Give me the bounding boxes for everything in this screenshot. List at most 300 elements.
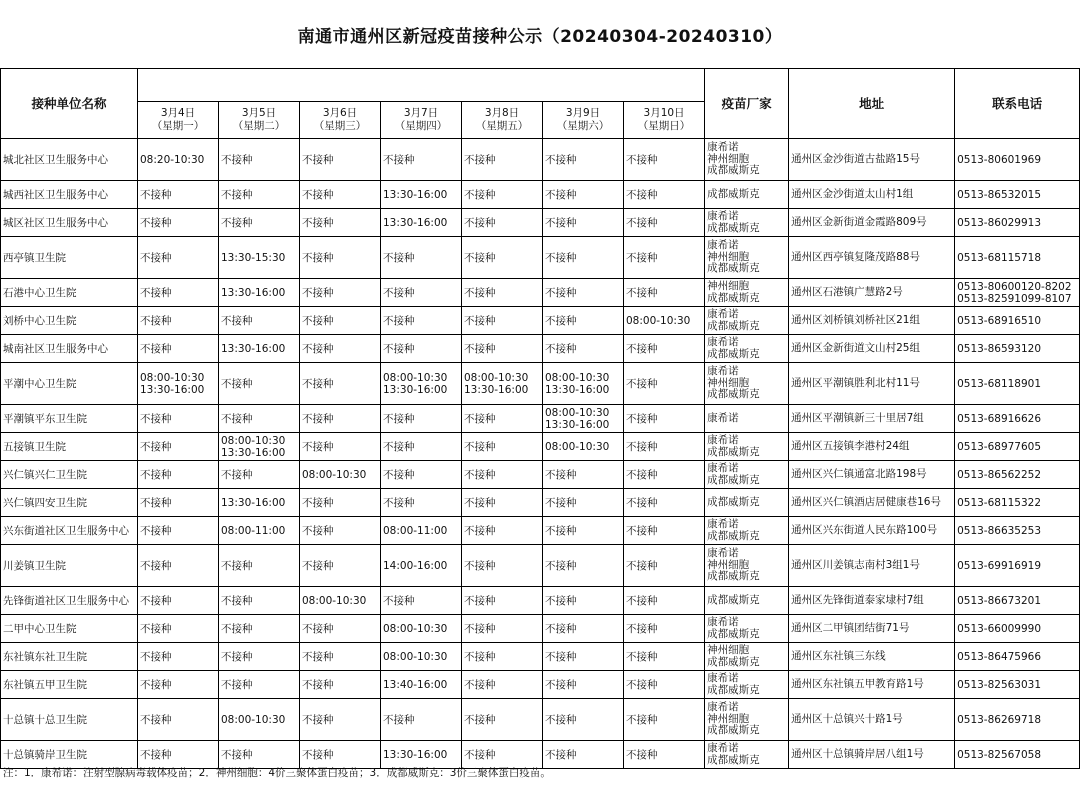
unit-name-cell: 城区社区卫生服务中心 (1, 209, 138, 237)
schedule-cell-day-5: 不接种 (462, 139, 543, 181)
manufacturer-item: 康希诺 (707, 742, 739, 754)
address-cell: 通州区十总镇兴十路1号 (789, 699, 955, 741)
schedule-cell-day-5: 不接种 (462, 671, 543, 699)
phone-number: 0513-86269718 (957, 713, 1042, 726)
schedule-cell-day-7: 不接种 (624, 615, 705, 643)
header-weekday-label: （星期二） (232, 120, 286, 132)
schedule-cell-day-3: 不接种 (300, 643, 381, 671)
schedule-cell-day-6: 不接种 (543, 335, 624, 363)
phone-number: 0513-86029913 (957, 216, 1042, 229)
schedule-cell-day-1: 不接种 (138, 517, 219, 545)
header-date-2 (219, 102, 300, 139)
manufacturer-item: 成都威斯克 (707, 291, 760, 304)
address-cell: 通州区石港镇广慧路2号 (789, 279, 955, 307)
schedule-cell-day-7: 08:00-10:30 (624, 307, 705, 335)
schedule-cell-day-6 (543, 405, 624, 433)
phone-number: 0513-68916510 (957, 314, 1042, 327)
time-slot: 08:00-10:30 (545, 371, 610, 384)
address-cell: 通州区金沙街道古盐路15号 (789, 139, 955, 181)
schedule-cell-day-4: 不接种 (381, 433, 462, 461)
schedule-cell-day-1: 不接种 (138, 335, 219, 363)
table-row (1, 279, 1080, 307)
footnote: 注：1．康希诺：注射型腺病毒载体疫苗；2．神州细胞：4价三聚体蛋白疫苗；3．成都威斯克：3价三聚体蛋白疫苗。 (3, 767, 551, 779)
schedule-cell-day-7: 不接种 (624, 643, 705, 671)
header-phone: 联系电话 (955, 69, 1080, 139)
manufacturer-item: 成都威斯克 (707, 187, 760, 200)
header-manufacturer: 疫苗厂家 (705, 69, 789, 139)
manufacturer-item: 成都威斯克 (707, 473, 760, 486)
schedule-cell-day-6: 不接种 (543, 671, 624, 699)
manufacturer-item: 成都威斯克 (707, 753, 760, 766)
header-date-label: 3月7日 (403, 107, 439, 119)
address-cell: 通州区兴仁镇酒店居健康巷16号 (789, 489, 955, 517)
manufacturer-item: 成都威斯克 (707, 347, 760, 360)
header-date-group (138, 69, 705, 102)
header-address: 地址 (789, 69, 955, 139)
schedule-cell-day-3: 不接种 (300, 139, 381, 181)
manufacturer-cell (705, 433, 789, 461)
schedule-cell-day-7: 不接种 (624, 363, 705, 405)
manufacturer-cell (705, 279, 789, 307)
manufacturer-cell (705, 587, 789, 615)
schedule-cell-day-3: 不接种 (300, 699, 381, 741)
manufacturer-item: 成都威斯克 (707, 655, 760, 668)
manufacturer-item: 康希诺 (707, 411, 739, 424)
schedule-cell-day-3: 不接种 (300, 307, 381, 335)
phone-number: 0513-80600120-8202 (957, 280, 1072, 293)
phone-number: 0513-68916626 (957, 412, 1042, 425)
table-row (1, 587, 1080, 615)
manufacturer-item: 成都威斯克 (707, 221, 760, 234)
address-cell: 通州区兴东街道人民东路100号 (789, 517, 955, 545)
schedule-cell-day-5: 不接种 (462, 615, 543, 643)
header-date-5 (462, 102, 543, 139)
schedule-cell-day-5: 不接种 (462, 643, 543, 671)
manufacturer-cell (705, 699, 789, 741)
time-slot: 13:30-16:00 (221, 446, 286, 459)
table-row (1, 181, 1080, 209)
schedule-cell-day-4: 不接种 (381, 335, 462, 363)
manufacturer-item: 神州细胞 (707, 280, 750, 292)
table-row (1, 209, 1080, 237)
phone-number: 0513-82591099-8107 (957, 292, 1072, 305)
schedule-cell-day-2: 13:30-15:30 (219, 237, 300, 279)
schedule-cell-day-6: 不接种 (543, 209, 624, 237)
schedule-cell-day-2: 13:30-16:00 (219, 335, 300, 363)
time-slot: 08:00-10:30 (545, 406, 610, 419)
phone-cell (955, 461, 1080, 489)
schedule-cell-day-7: 不接种 (624, 587, 705, 615)
schedule-cell-day-5: 不接种 (462, 181, 543, 209)
phone-cell (955, 545, 1080, 587)
schedule-cell-day-3: 不接种 (300, 433, 381, 461)
vaccination-table (0, 68, 1080, 769)
schedule-cell-day-4: 08:00-11:00 (381, 517, 462, 545)
schedule-cell-day-4: 13:30-16:00 (381, 181, 462, 209)
time-slot: 08:00-10:30 (383, 371, 448, 384)
schedule-cell-day-2: 不接种 (219, 181, 300, 209)
header-date-label: 3月4日 (160, 107, 196, 119)
phone-number: 0513-86562252 (957, 468, 1042, 481)
manufacturer-item: 康希诺 (707, 547, 739, 560)
schedule-cell-day-4: 13:30-16:00 (381, 741, 462, 769)
phone-cell (955, 139, 1080, 181)
manufacturer-item: 康希诺 (707, 308, 739, 320)
schedule-cell-day-4: 不接种 (381, 405, 462, 433)
schedule-cell-day-5: 不接种 (462, 741, 543, 769)
table-row (1, 461, 1080, 489)
schedule-cell-day-3: 不接种 (300, 181, 381, 209)
manufacturer-item: 成都威斯克 (707, 262, 760, 275)
header-weekday-label: （星期四） (394, 120, 448, 132)
schedule-cell-day-1: 不接种 (138, 489, 219, 517)
manufacturer-cell (705, 181, 789, 209)
time-slot: 13:30-16:00 (545, 383, 610, 396)
table-row (1, 237, 1080, 279)
schedule-cell-day-3: 08:00-10:30 (300, 461, 381, 489)
header-weekday-label: （星期六） (556, 120, 610, 132)
header-date-6 (543, 102, 624, 139)
manufacturer-item: 成都威斯克 (707, 445, 760, 458)
schedule-cell-day-2: 不接种 (219, 461, 300, 489)
schedule-cell-day-3: 不接种 (300, 671, 381, 699)
schedule-cell-day-2: 不接种 (219, 545, 300, 587)
schedule-cell-day-2: 13:30-16:00 (219, 489, 300, 517)
address-cell: 通州区平潮镇新三十里居7组 (789, 405, 955, 433)
address-cell: 通州区东社镇三东线 (789, 643, 955, 671)
time-slot: 13:30-16:00 (383, 383, 448, 396)
phone-number: 0513-68118901 (957, 377, 1042, 390)
manufacturer-item: 神州细胞 (707, 558, 750, 571)
table-row (1, 643, 1080, 671)
schedule-cell-day-1: 不接种 (138, 279, 219, 307)
table-row (1, 139, 1080, 181)
phone-cell (955, 615, 1080, 643)
manufacturer-item: 康希诺 (707, 365, 739, 378)
manufacturer-item: 神州细胞 (707, 712, 750, 725)
phone-cell (955, 699, 1080, 741)
schedule-cell-day-7: 不接种 (624, 335, 705, 363)
time-slot: 13:30-16:00 (140, 383, 205, 396)
schedule-cell-day-2: 不接种 (219, 587, 300, 615)
schedule-cell-day-4: 08:00-10:30 (381, 643, 462, 671)
schedule-cell-day-3: 不接种 (300, 615, 381, 643)
manufacturer-item: 康希诺 (707, 141, 739, 154)
schedule-cell-day-6: 不接种 (543, 461, 624, 489)
manufacturer-cell (705, 461, 789, 489)
schedule-cell-day-4: 13:40-16:00 (381, 671, 462, 699)
phone-number: 0513-86593120 (957, 342, 1042, 355)
schedule-cell-day-5: 不接种 (462, 279, 543, 307)
schedule-cell-day-3: 不接种 (300, 209, 381, 237)
phone-cell (955, 209, 1080, 237)
schedule-cell-day-6: 不接种 (543, 699, 624, 741)
schedule-cell-day-1: 不接种 (138, 545, 219, 587)
schedule-cell-day-2: 不接种 (219, 741, 300, 769)
schedule-cell-day-6 (543, 363, 624, 405)
header-date-3 (300, 102, 381, 139)
unit-name-cell: 城北社区卫生服务中心 (1, 139, 138, 181)
unit-name-cell: 城西社区卫生服务中心 (1, 181, 138, 209)
manufacturer-item: 成都威斯克 (707, 319, 760, 332)
unit-name-cell: 二甲中心卫生院 (1, 615, 138, 643)
table-row (1, 433, 1080, 461)
phone-number: 0513-82567058 (957, 748, 1042, 761)
schedule-cell-day-5: 不接种 (462, 461, 543, 489)
phone-number: 0513-86673201 (957, 594, 1042, 607)
schedule-cell-day-1: 不接种 (138, 615, 219, 643)
address-cell: 通州区平潮镇胜利北村11号 (789, 363, 955, 405)
header-weekday-label: （星期三） (313, 120, 367, 132)
schedule-cell-day-3: 不接种 (300, 405, 381, 433)
phone-cell (955, 433, 1080, 461)
schedule-cell-day-3: 不接种 (300, 545, 381, 587)
schedule-cell-day-3: 不接种 (300, 237, 381, 279)
schedule-cell-day-4: 08:00-10:30 (381, 615, 462, 643)
schedule-cell-day-4: 不接种 (381, 461, 462, 489)
phone-cell (955, 279, 1080, 307)
schedule-cell-day-5: 不接种 (462, 517, 543, 545)
manufacturer-item: 神州细胞 (707, 644, 750, 656)
schedule-cell-day-7: 不接种 (624, 741, 705, 769)
schedule-cell-day-1 (138, 363, 219, 405)
phone-number: 0513-66009990 (957, 622, 1042, 635)
manufacturer-cell (705, 363, 789, 405)
header-weekday-label: （星期五） (475, 120, 529, 132)
table-row (1, 405, 1080, 433)
unit-name-cell: 石港中心卫生院 (1, 279, 138, 307)
phone-number: 0513-68115322 (957, 496, 1042, 509)
phone-cell (955, 405, 1080, 433)
schedule-cell-day-7: 不接种 (624, 181, 705, 209)
manufacturer-item: 成都威斯克 (707, 388, 760, 401)
schedule-cell-day-6: 不接种 (543, 181, 624, 209)
unit-name-cell: 西亭镇卫生院 (1, 237, 138, 279)
schedule-cell-day-5: 不接种 (462, 433, 543, 461)
time-slot: 08:00-10:30 (221, 434, 286, 447)
unit-name-cell: 五接镇卫生院 (1, 433, 138, 461)
header-date-4 (381, 102, 462, 139)
schedule-cell-day-7: 不接种 (624, 671, 705, 699)
manufacturer-item: 成都威斯克 (707, 593, 760, 606)
schedule-cell-day-7: 不接种 (624, 433, 705, 461)
schedule-cell-day-4: 不接种 (381, 489, 462, 517)
schedule-cell-day-3: 不接种 (300, 335, 381, 363)
unit-name-cell: 平潮镇平东卫生院 (1, 405, 138, 433)
manufacturer-item: 康希诺 (707, 518, 739, 530)
header-date-label: 3月5日 (241, 107, 277, 119)
schedule-cell-day-1: 不接种 (138, 587, 219, 615)
address-cell: 通州区先锋街道泰家埭村7组 (789, 587, 955, 615)
schedule-cell-day-2: 不接种 (219, 363, 300, 405)
phone-cell (955, 335, 1080, 363)
header-date-label: 3月6日 (322, 107, 358, 119)
table-row (1, 699, 1080, 741)
unit-name-cell: 兴仁镇四安卫生院 (1, 489, 138, 517)
header-date-label: 3月9日 (565, 107, 601, 119)
header-unit: 接种单位名称 (1, 69, 138, 139)
schedule-cell-day-3: 不接种 (300, 489, 381, 517)
phone-cell (955, 489, 1080, 517)
schedule-cell-day-2: 不接种 (219, 209, 300, 237)
table-row (1, 363, 1080, 405)
header-date-label: 3月10日 (643, 107, 685, 119)
schedule-cell-day-6: 不接种 (543, 741, 624, 769)
schedule-cell-day-4 (381, 363, 462, 405)
schedule-cell-day-3: 不接种 (300, 517, 381, 545)
table-row (1, 307, 1080, 335)
phone-cell (955, 587, 1080, 615)
phone-number: 0513-68115718 (957, 251, 1042, 264)
schedule-cell-day-3: 不接种 (300, 279, 381, 307)
manufacturer-item: 成都威斯克 (707, 529, 760, 542)
schedule-cell-day-7: 不接种 (624, 209, 705, 237)
unit-name-cell: 十总镇十总卫生院 (1, 699, 138, 741)
schedule-cell-day-6: 不接种 (543, 587, 624, 615)
phone-number: 0513-69916919 (957, 559, 1042, 572)
schedule-cell-day-6: 不接种 (543, 307, 624, 335)
schedule-cell-day-6: 不接种 (543, 139, 624, 181)
schedule-cell-day-5: 不接种 (462, 489, 543, 517)
manufacturer-cell (705, 741, 789, 769)
manufacturer-item: 康希诺 (707, 672, 739, 684)
phone-cell (955, 181, 1080, 209)
schedule-cell-day-1: 不接种 (138, 307, 219, 335)
schedule-cell-day-1: 不接种 (138, 699, 219, 741)
schedule-cell-day-2: 不接种 (219, 615, 300, 643)
schedule-cell-day-2: 不接种 (219, 643, 300, 671)
schedule-cell-day-6: 不接种 (543, 643, 624, 671)
schedule-cell-day-2: 不接种 (219, 307, 300, 335)
manufacturer-cell (705, 643, 789, 671)
schedule-cell-day-1: 不接种 (138, 433, 219, 461)
schedule-cell-day-5: 不接种 (462, 209, 543, 237)
manufacturer-item: 康希诺 (707, 701, 739, 714)
unit-name-cell: 东社镇东社卫生院 (1, 643, 138, 671)
schedule-cell-day-5: 不接种 (462, 307, 543, 335)
schedule-cell-day-1: 不接种 (138, 461, 219, 489)
address-cell: 通州区二甲镇团结街71号 (789, 615, 955, 643)
schedule-cell-day-5: 不接种 (462, 587, 543, 615)
time-slot: 13:30-16:00 (545, 418, 610, 431)
address-cell: 通州区东社镇五甲教育路1号 (789, 671, 955, 699)
schedule-cell-day-5 (462, 363, 543, 405)
schedule-cell-day-1: 不接种 (138, 405, 219, 433)
manufacturer-cell (705, 545, 789, 587)
manufacturer-item: 神州细胞 (707, 250, 750, 263)
schedule-cell-day-6: 不接种 (543, 237, 624, 279)
unit-name-cell: 东社镇五甲卫生院 (1, 671, 138, 699)
table-row (1, 335, 1080, 363)
address-cell: 通州区西亭镇复隆茂路88号 (789, 237, 955, 279)
schedule-cell-day-2 (219, 433, 300, 461)
phone-number: 0513-68977605 (957, 440, 1042, 453)
schedule-cell-day-6: 08:00-10:30 (543, 433, 624, 461)
manufacturer-item: 康希诺 (707, 239, 739, 252)
unit-name-cell: 平潮中心卫生院 (1, 363, 138, 405)
manufacturer-cell (705, 307, 789, 335)
address-cell: 通州区刘桥镇刘桥社区21组 (789, 307, 955, 335)
unit-name-cell: 兴东街道社区卫生服务中心 (1, 517, 138, 545)
address-cell: 通州区金沙街道太山村1组 (789, 181, 955, 209)
schedule-cell-day-2: 08:00-10:30 (219, 699, 300, 741)
manufacturer-item: 成都威斯克 (707, 683, 760, 696)
schedule-cell-day-6: 不接种 (543, 517, 624, 545)
phone-number: 0513-80601969 (957, 153, 1042, 166)
schedule-cell-day-2: 不接种 (219, 405, 300, 433)
schedule-cell-day-3: 不接种 (300, 363, 381, 405)
manufacturer-cell (705, 209, 789, 237)
schedule-cell-day-2: 08:00-11:00 (219, 517, 300, 545)
schedule-cell-day-7: 不接种 (624, 139, 705, 181)
schedule-cell-day-5: 不接种 (462, 699, 543, 741)
schedule-cell-day-7: 不接种 (624, 489, 705, 517)
unit-name-cell: 兴仁镇兴仁卫生院 (1, 461, 138, 489)
schedule-cell-day-4: 不接种 (381, 699, 462, 741)
schedule-cell-day-6: 不接种 (543, 615, 624, 643)
page-title: 南通市通州区新冠疫苗接种公示（20240304-20240310） (297, 26, 783, 47)
manufacturer-item: 成都威斯克 (707, 495, 760, 508)
header-weekday-label: （星期一） (151, 120, 205, 132)
unit-name-cell: 城南社区卫生服务中心 (1, 335, 138, 363)
schedule-cell-day-5: 不接种 (462, 335, 543, 363)
table-row (1, 489, 1080, 517)
table-row (1, 671, 1080, 699)
manufacturer-item: 康希诺 (707, 210, 739, 222)
manufacturer-cell (705, 139, 789, 181)
manufacturer-item: 康希诺 (707, 336, 739, 348)
schedule-cell-day-1: 不接种 (138, 237, 219, 279)
unit-name-cell: 刘桥中心卫生院 (1, 307, 138, 335)
address-cell: 通州区兴仁镇通富北路198号 (789, 461, 955, 489)
schedule-cell-day-6: 不接种 (543, 489, 624, 517)
schedule-cell-day-6: 不接种 (543, 279, 624, 307)
schedule-cell-day-7: 不接种 (624, 461, 705, 489)
time-slot: 08:00-10:30 (464, 371, 529, 384)
address-cell: 通州区十总镇骑岸居八组1号 (789, 741, 955, 769)
schedule-cell-day-4: 14:00-16:00 (381, 545, 462, 587)
unit-name-cell: 十总镇骑岸卫生院 (1, 741, 138, 769)
time-slot: 08:00-10:30 (140, 371, 205, 384)
manufacturer-item: 成都威斯克 (707, 164, 760, 177)
manufacturer-cell (705, 335, 789, 363)
phone-cell (955, 741, 1080, 769)
address-cell: 通州区金新街道文山村25组 (789, 335, 955, 363)
header-date-label: 3月8日 (484, 107, 520, 119)
schedule-cell-day-7: 不接种 (624, 545, 705, 587)
schedule-cell-day-1: 08:20-10:30 (138, 139, 219, 181)
schedule-cell-day-7: 不接种 (624, 517, 705, 545)
unit-name-cell: 川姜镇卫生院 (1, 545, 138, 587)
header-date-1 (138, 102, 219, 139)
schedule-cell-day-1: 不接种 (138, 643, 219, 671)
manufacturer-item: 神州细胞 (707, 376, 750, 389)
header-weekday-label: （星期日） (637, 120, 691, 132)
schedule-cell-day-1: 不接种 (138, 181, 219, 209)
phone-number: 0513-86532015 (957, 188, 1042, 201)
manufacturer-item: 成都威斯克 (707, 627, 760, 640)
schedule-cell-day-3: 不接种 (300, 741, 381, 769)
schedule-cell-day-4: 不接种 (381, 587, 462, 615)
schedule-cell-day-2: 不接种 (219, 139, 300, 181)
phone-cell (955, 237, 1080, 279)
schedule-cell-day-4: 不接种 (381, 307, 462, 335)
schedule-cell-day-7: 不接种 (624, 279, 705, 307)
phone-cell (955, 307, 1080, 335)
table-row (1, 545, 1080, 587)
schedule-cell-day-6: 不接种 (543, 545, 624, 587)
manufacturer-item: 康希诺 (707, 434, 739, 446)
